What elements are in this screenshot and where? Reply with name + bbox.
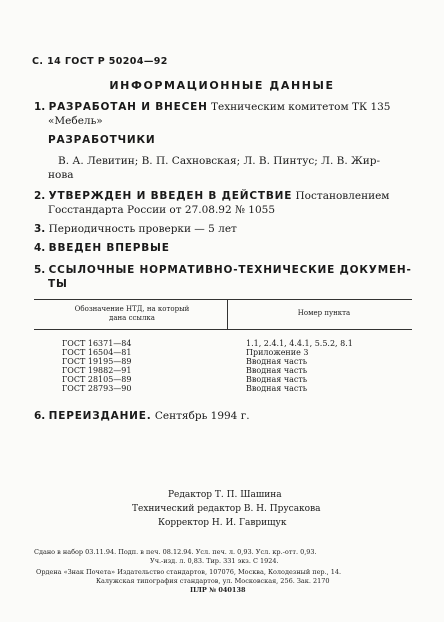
section-3-number: 3. <box>34 223 46 235</box>
section-1-text: Техническим комитетом ТК 135 <box>207 101 391 113</box>
section-4-number: 4. <box>34 242 46 254</box>
reference-table <box>34 299 412 399</box>
table-cell-item: 1.1, 2.4.1, 4.4.1, 5.5.2, 8.1 <box>246 339 353 348</box>
imprint-line5: ПЛР № 040138 <box>190 586 246 594</box>
section-6-heading: ПЕРЕИЗДАНИЕ. <box>48 410 152 422</box>
page-header: С. 14 ГОСТ Р 50204—92 <box>32 56 168 67</box>
table-cell-document: ГОСТ 19195—89 <box>62 357 132 366</box>
page-title: ИНФОРМАЦИОННЫЕ ДАННЫЕ <box>109 79 335 92</box>
section-3 <box>34 222 237 236</box>
corrector-line: Корректор Н. И. Гаврищук <box>158 518 287 528</box>
section-5-heading: ССЫЛОЧНЫЕ НОРМАТИВНО-ТЕХНИЧЕСКИЕ ДОКУМЕН- <box>48 264 412 276</box>
section-6-number: 6. <box>34 410 46 422</box>
section-4 <box>34 241 170 255</box>
table-cell-item: Вводная часть <box>246 366 308 375</box>
section-6-text: Сентябрь 1994 г. <box>151 410 250 422</box>
table-cell-document: ГОСТ 19882—91 <box>62 366 132 375</box>
table-cell-item: Приложение 3 <box>246 348 309 357</box>
table-cell-document: ГОСТ 16504—81 <box>62 348 132 357</box>
imprint-line4: Калужская типография стандартов, ул. Московская, 256. Зак. 2170 <box>96 577 330 585</box>
section-3-text: Периодичность проверки — 5 лет <box>48 223 237 235</box>
table-column-divider <box>227 299 228 329</box>
section-6 <box>34 409 250 423</box>
table-header-item: Номер пункта <box>297 309 351 317</box>
table-cell-item: Вводная часть <box>246 375 308 384</box>
section-1-number: 1. <box>34 101 46 113</box>
table-cell-document: ГОСТ 16371—84 <box>62 339 132 348</box>
imprint-line3: Ордена «Знак Почета» Издательство стандартов, 107076, Москва, Колодезный пер., 14. <box>36 568 342 576</box>
imprint-line1: Сдано в набор 03.11.94. Подп. в печ. 08.12.94. Усл. печ. л. 0,93. Усл. кр.-отт. 0,93. <box>34 548 317 556</box>
table-cell-document: ГОСТ 28793—90 <box>62 384 132 393</box>
tech-editor-line: Технический редактор В. Н. Прусакова <box>132 504 321 514</box>
section-5-line2: ТЫ <box>48 278 68 290</box>
developers-line2: нова <box>48 169 74 181</box>
section-4-heading: ВВЕДЕН ВПЕРВЫЕ <box>48 242 170 254</box>
section-2-number: 2. <box>34 190 46 202</box>
section-1-line2: «Мебель» <box>48 115 103 127</box>
table-header-document: Обозначение НТД, на который дана ссылка <box>74 305 190 322</box>
section-2-text: Постановлением <box>292 190 390 202</box>
table-cell-item: Вводная часть <box>246 384 308 393</box>
table-cell-item: Вводная часть <box>246 357 308 366</box>
imprint-line2: Уч.-изд. л. 0,83. Тир. 331 экз. С 1924. <box>150 557 279 565</box>
table-header-rule <box>34 329 412 330</box>
section-1 <box>34 100 390 114</box>
developers-line1: В. А. Левитин; В. П. Сахновская; Л. В. Пинтус; Л. В. Жир- <box>58 155 381 167</box>
table-cell-document: ГОСТ 28105—89 <box>62 375 132 384</box>
section-5 <box>34 263 412 277</box>
section-1-heading: РАЗРАБОТАН И ВНЕСЕН <box>48 101 208 113</box>
section-2 <box>34 189 389 203</box>
section-2-heading: УТВЕРЖДЕН И ВВЕДЕН В ДЕЙСТВИЕ <box>48 190 293 202</box>
table-top-rule <box>34 299 412 300</box>
section-2-line2: Госстандарта России от 27.08.92 № 1055 <box>48 204 275 216</box>
developers-heading: РАЗРАБОТЧИКИ <box>48 134 156 146</box>
editor-line: Редактор Т. П. Шашина <box>168 490 282 500</box>
section-5-number: 5. <box>34 264 46 276</box>
